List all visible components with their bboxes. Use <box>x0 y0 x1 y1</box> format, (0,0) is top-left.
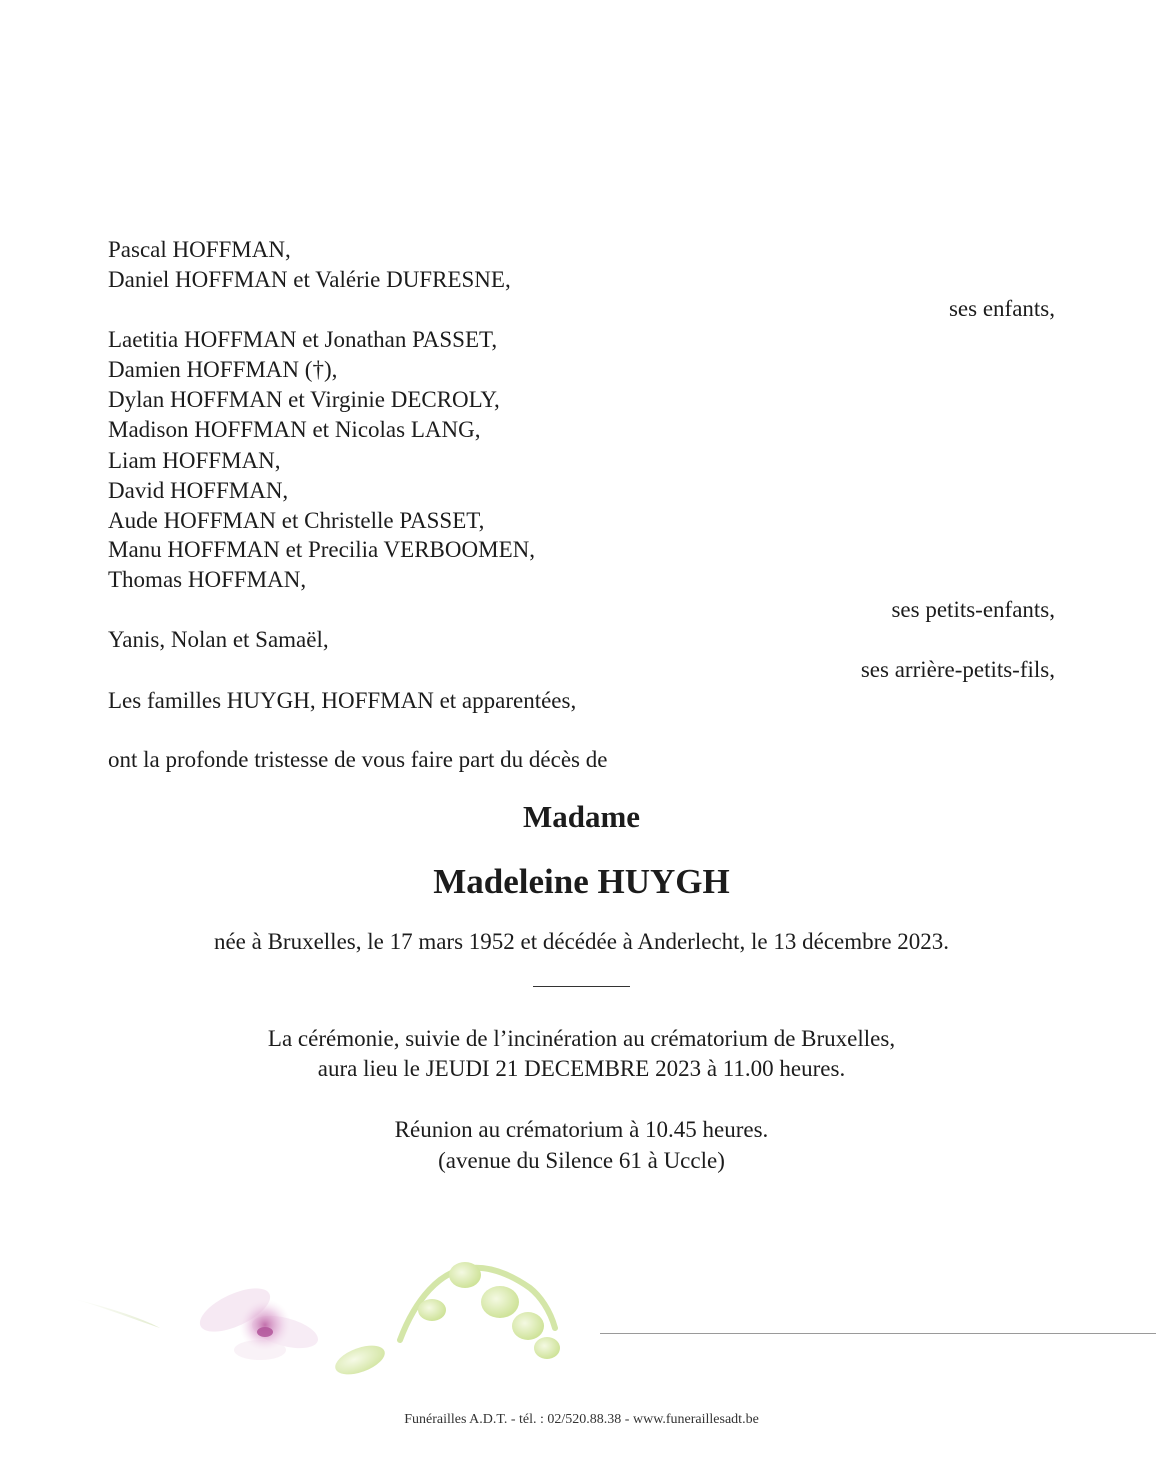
grandchild-line-8: Manu HOFFMAN et Precilia VERBOOMEN, <box>108 537 535 562</box>
meeting-line-2: (avenue du Silence 61 à Uccle) <box>438 1148 725 1173</box>
bud-1 <box>449 1262 481 1288</box>
great-grandchildren-label: ses arrière-petits-fils, <box>860 657 1055 682</box>
grandchild-line-3: Dylan HOFFMAN et Virginie DECROLY, <box>108 387 500 412</box>
ceremony-line-1: La cérémonie, suivie de l’incinération au crématorium de Bruxelles, <box>267 1026 896 1051</box>
grandchild-line-5: Liam HOFFMAN, <box>108 448 281 473</box>
bud-2 <box>481 1286 519 1318</box>
children-label: ses enfants, <box>948 296 1055 321</box>
family-line-1: Pascal HOFFMAN, <box>108 237 291 262</box>
footer-contact: Funérailles A.D.T. - tél. : 02/520.88.38 - www.funeraillesadt.be <box>404 1412 759 1427</box>
honorific: Madame <box>522 799 641 834</box>
grandchildren-label: ses petits-enfants, <box>891 597 1055 622</box>
birth-death-line: née à Bruxelles, le 17 mars 1952 et décédée à Anderlecht, le 13 décembre 2023. <box>213 929 950 954</box>
meeting-line-1: Réunion au crématorium à 10.45 heures. <box>394 1117 769 1142</box>
grandchild-line-2: Damien HOFFMAN (†), <box>108 357 338 382</box>
great-grandchildren: Yanis, Nolan et Samaël, <box>108 627 329 652</box>
grandchild-line-6: David HOFFMAN, <box>108 478 289 503</box>
grandchild-line-4: Madison HOFFMAN et Nicolas LANG, <box>108 417 481 442</box>
bud-4 <box>534 1337 560 1359</box>
grandchild-line-9: Thomas HOFFMAN, <box>108 567 307 592</box>
grandchild-line-7: Aude HOFFMAN et Christelle PASSET, <box>108 508 485 533</box>
grandchild-line-1: Laetitia HOFFMAN et Jonathan PASSET, <box>108 327 498 352</box>
announcement-line: ont la profonde tristesse de vous faire part du décès de <box>108 747 608 772</box>
ceremony-line-2: aura lieu le JEUDI 21 DECEMBRE 2023 à 11.00 heures. <box>317 1056 846 1081</box>
bud-6 <box>331 1340 388 1380</box>
orchid-illustration <box>60 1240 580 1380</box>
deceased-name: Madeleine HUYGH <box>433 862 730 901</box>
bud-5 <box>418 1299 446 1321</box>
orchid-lip <box>257 1327 273 1337</box>
family-line-2: Daniel HOFFMAN et Valérie DUFRESNE, <box>108 267 511 292</box>
families-line: Les familles HUYGH, HOFFMAN et apparentées, <box>108 688 577 713</box>
footer-rule <box>600 1333 1156 1334</box>
separator-rule <box>533 986 630 987</box>
bud-3 <box>512 1312 544 1340</box>
leaf-swoosh <box>70 1298 160 1328</box>
orchid-center <box>239 1299 291 1351</box>
